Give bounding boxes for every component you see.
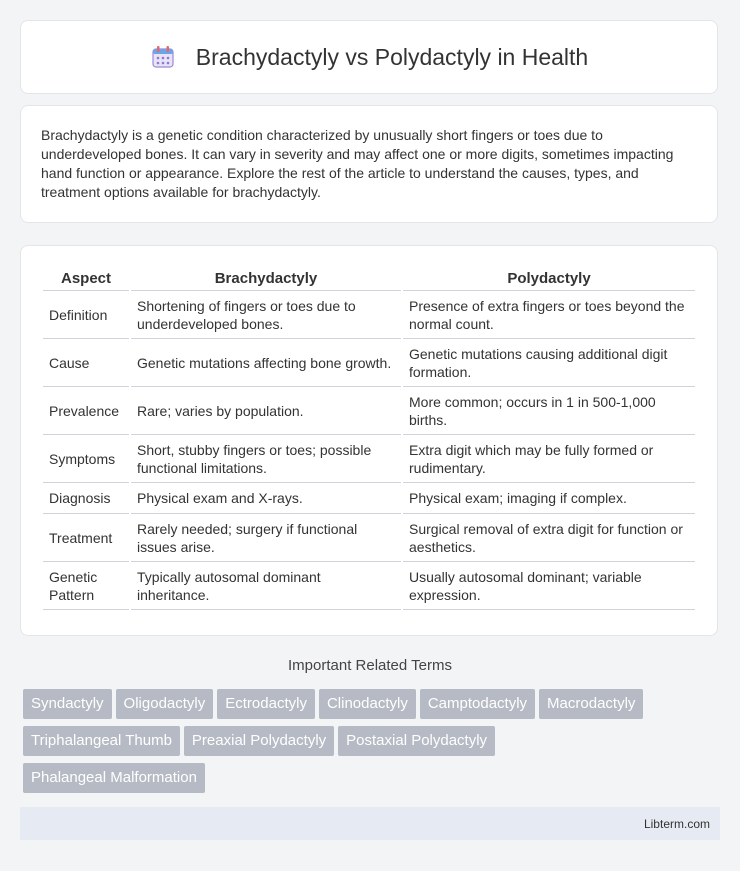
calendar-icon [150,44,176,70]
page-title: Brachydactyly vs Polydactyly in Health [195,43,589,70]
table-header-row [43,266,695,291]
title-card [20,20,718,94]
comparison-table [41,266,697,610]
table-row [43,435,695,483]
row-polydactyly: More common; occurs in 1 in 500-1,000 births. [403,387,695,435]
table-row [43,562,695,610]
row-brachydactyly: Rare; varies by population. [131,387,401,435]
row-polydactyly: Physical exam; imaging if complex. [403,483,695,514]
row-aspect: Treatment [43,514,129,562]
row-brachydactyly: Rarely needed; surgery if functional issues arise. [131,514,401,562]
header-brachydactyly: Brachydactyly [131,266,401,291]
row-aspect: Genetic Pattern [43,562,129,610]
header-aspect: Aspect [43,266,129,291]
row-aspect: Cause [43,339,129,387]
related-terms-heading: Important Related Terms [288,657,452,674]
row-polydactyly: Genetic mutations causing additional digit formation. [403,339,695,387]
intro-card [20,105,718,223]
term-tag-ectrodactyly[interactable]: Ectrodactyly [217,689,315,719]
row-polydactyly: Surgical removal of extra digit for function or aesthetics. [403,514,695,562]
row-polydactyly: Extra digit which may be fully formed or rudimentary. [403,435,695,483]
footer-site-link[interactable]: Libterm.com [643,816,710,831]
table-row [43,339,695,387]
table-row [43,514,695,562]
term-tag-triphalangeal-thumb[interactable]: Triphalangeal Thumb [23,726,180,756]
row-brachydactyly: Shortening of fingers or toes due to underdeveloped bones. [131,291,401,339]
row-brachydactyly: Typically autosomal dominant inheritance. [131,562,401,610]
table-row [43,387,695,435]
table-row [43,291,695,339]
intro-paragraph: Brachydactyly is a genetic condition characterized by unusually short fingers or toes due to underdeveloped bones. It can vary in severity and may affect one or more digits, sometimes impacting hand function or appearance. Explore the rest of the article to understand the causes, types, and treatment options available for brachydactyly. [41,127,674,200]
row-aspect: Symptoms [43,435,129,483]
table-row [43,483,695,514]
row-brachydactyly: Short, stubby fingers or toes; possible functional limitations. [131,435,401,483]
header-polydactyly: Polydactyly [403,266,695,291]
term-tag-camptodactyly[interactable]: Camptodactyly [420,689,535,719]
term-tag-postaxial-polydactyly[interactable]: Postaxial Polydactyly [338,726,495,756]
row-aspect: Definition [43,291,129,339]
row-aspect: Prevalence [43,387,129,435]
row-brachydactyly: Physical exam and X-rays. [131,483,401,514]
term-tag-phalangeal-malformation[interactable]: Phalangeal Malformation [23,763,205,793]
row-polydactyly: Presence of extra fingers or toes beyond the normal count. [403,291,695,339]
related-terms-list [23,689,723,800]
term-tag-clinodactyly[interactable]: Clinodactyly [319,689,416,719]
comparison-card [20,245,718,636]
term-tag-syndactyly[interactable]: Syndactyly [23,689,112,719]
row-aspect: Diagnosis [43,483,129,514]
term-tag-preaxial-polydactyly[interactable]: Preaxial Polydactyly [184,726,334,756]
footer [20,807,720,840]
term-tag-oligodactyly[interactable]: Oligodactyly [116,689,214,719]
row-polydactyly: Usually autosomal dominant; variable expression. [403,562,695,610]
term-tag-macrodactyly[interactable]: Macrodactyly [539,689,643,719]
row-brachydactyly: Genetic mutations affecting bone growth. [131,339,401,387]
